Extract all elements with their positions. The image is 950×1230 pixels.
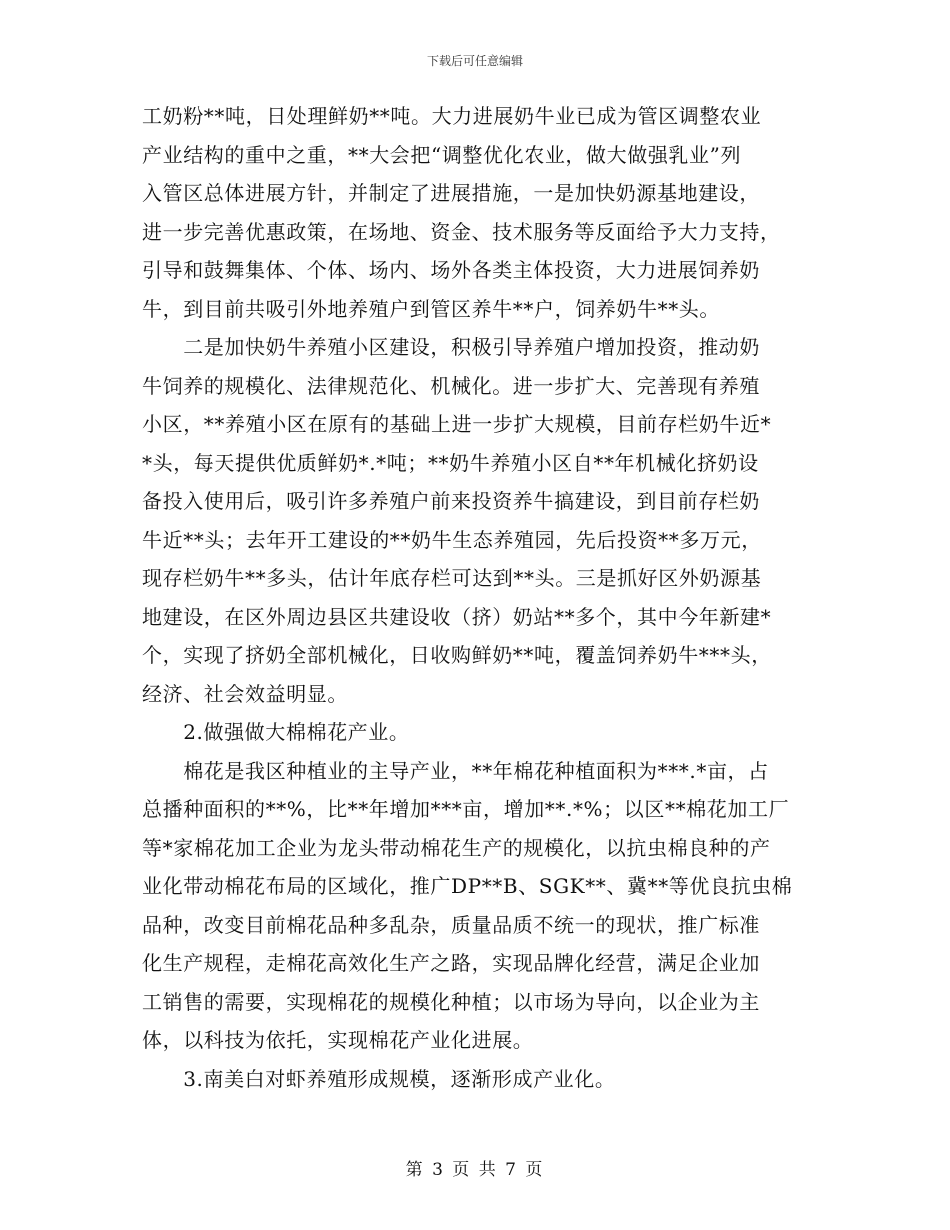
text-line: 现存栏奶牛**多头，估计年底存栏可达到**头。三是抓好区外奶源基: [142, 566, 762, 590]
text-line: 备投入使用后，吸引许多养殖户前来投资养牛搞建设，到目前存栏奶: [142, 489, 760, 513]
text-line: 牛饲养的规模化、法律规范化、机械化。进一步扩大、完善现有养殖: [142, 373, 760, 398]
text-line: 业化带动棉花布局的区域化，推广DP**B、SGK**、冀**等优良抗虫棉: [142, 874, 793, 898]
text-line: *头，每天提供优质鲜奶*.*吨；**奶牛养殖小区自**年机械化挤奶设: [142, 450, 759, 475]
text-line: 牛近**头；去年开工建设的**奶牛生态养殖园，先后投资**多万元，: [142, 527, 762, 552]
text-line: 等*家棉花加工企业为龙头带动棉花生产的规模化，以抗虫棉良种的产: [142, 835, 771, 860]
text-line: 体，以科技为依托，实现棉花产业化进展。: [142, 1028, 534, 1052]
text-line: 品种，改变目前棉花品种多乱杂，质量品质不统一的现状，推广标准: [142, 912, 760, 937]
text-line: 二是加快奶牛养殖小区建设，积极引导养殖户增加投资，推动奶: [142, 335, 760, 359]
text-line: 引导和鼓舞集体、个体、场内、场外各类主体投资，大力进展饲养奶: [142, 258, 760, 282]
text-line: 棉花是我区种植业的主导产业，**年棉花种植面积为***.*亩，占: [142, 758, 769, 783]
text-line: 入管区总体进展方针，并制定了进展措施，一是加快奶源基地建设，: [142, 181, 760, 205]
text-line: 个，实现了挤奶全部机械化，日收购鲜奶**吨，覆盖饲养奶牛***头，: [142, 643, 772, 667]
text-line: 经济、社会效益明显。: [142, 681, 348, 706]
text-line: 产业结构的重中之重，**大会把“调整优化农业，做大做强乳业”列: [142, 142, 742, 167]
text-line: 地建设，在区外周边县区共建设收（挤）奶站**多个，其中今年新建*: [142, 604, 772, 629]
text-line: 化生产规程，走棉花高效化生产之路，实现品牌化经营，满足企业加: [142, 951, 760, 975]
text-line: 2.做强做大棉棉花产业。: [142, 720, 410, 744]
text-line: 工销售的需要，实现棉花的规模化种植；以市场为导向，以企业为主: [142, 989, 760, 1014]
page-footer: 第 3 页 共 7 页: [405, 1160, 545, 1180]
page-header: 下载后可任意编辑: [426, 54, 523, 68]
text-line: 进一步完善优惠政策，在场地、资金、技术服务等反面给予大力支持，: [142, 219, 781, 244]
text-line: 总播种面积的**%，比**年增加***亩，增加**.*%；以区**棉花加工厂: [142, 797, 790, 821]
text-line: 工奶粉**吨，日处理鲜奶**吨。大力进展奶牛业已成为管区调整农业: [142, 104, 762, 128]
text-line: 小区，**养殖小区在原有的基础上进一步扩大规模，目前存栏奶牛近*: [142, 412, 772, 436]
text-line: 牛，到目前共吸引外地养殖户到管区养牛**户，饲养奶牛**头。: [142, 296, 720, 321]
text-line: 3.南美白对虾养殖形成规模，逐渐形成产业化。: [142, 1066, 616, 1091]
document-body: [142, 97, 812, 1098]
